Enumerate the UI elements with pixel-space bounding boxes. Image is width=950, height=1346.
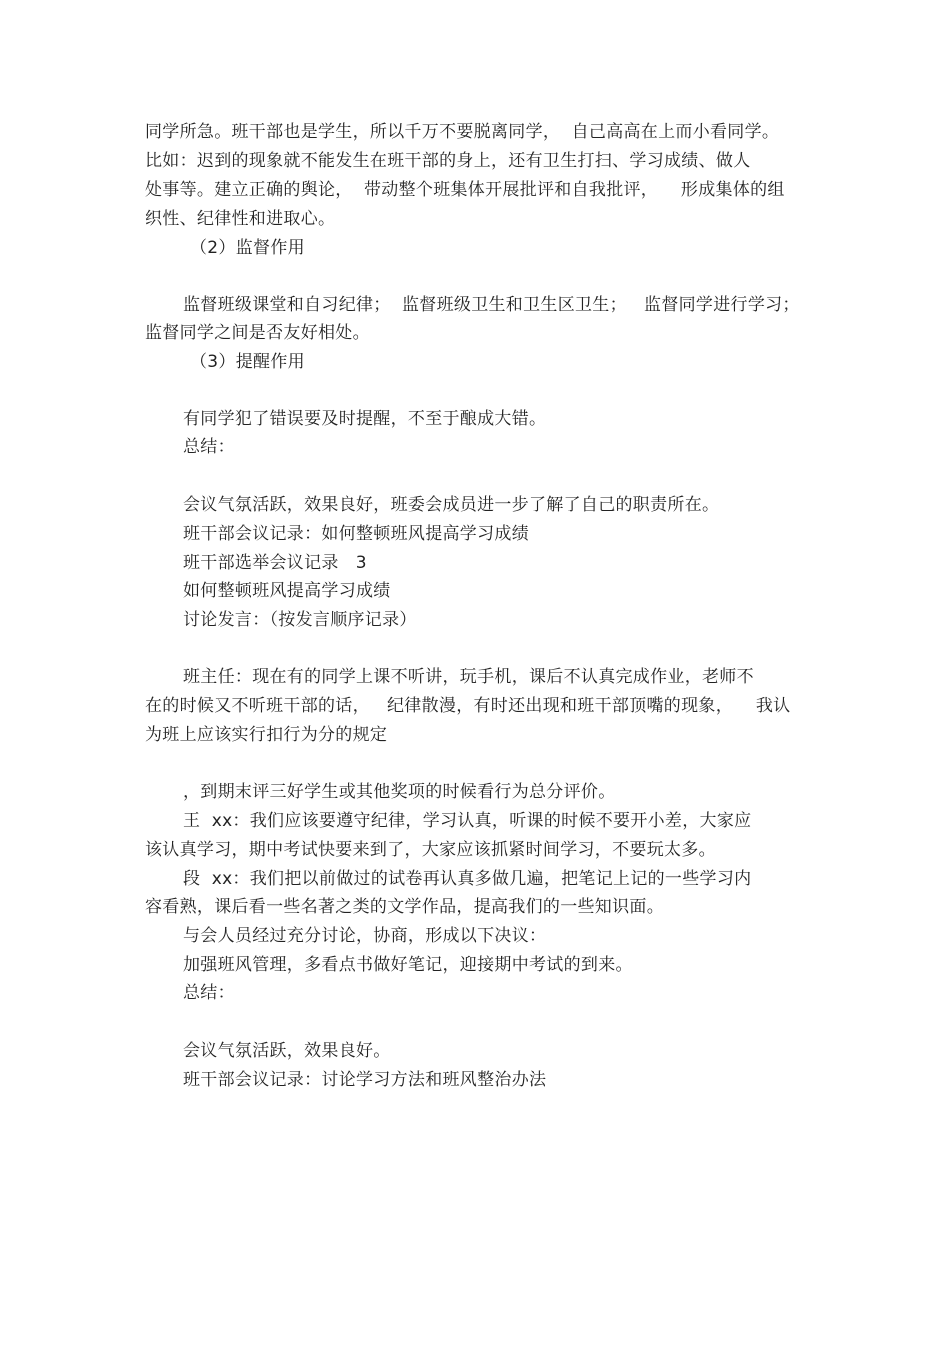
text-line: 班干部选举会议记录 3 <box>183 553 367 573</box>
text-line: ，到期末评三好学生或其他奖项的时候看行为总分评价。 <box>183 782 616 802</box>
text-line: 会议气氛活跃，效果良好，班委会成员进一步了解了自己的职责所在。 <box>183 495 720 515</box>
text-line: 会议气氛活跃，效果良好。 <box>183 1041 391 1061</box>
text-line: 王 xx：我们应该要遵守纪律，学习认真，听课的时候不要开小差，大家应 <box>183 811 752 831</box>
text-line: 班干部会议记录：讨论学习方法和班风整治办法 <box>183 1070 547 1090</box>
text-line: 同学所急。班干部也是学生，所以千万不要脱离同学， 自己高高在上而小看同学。 <box>145 122 780 142</box>
section-heading: （3）提醒作用 <box>190 352 305 372</box>
text-line: 容看熟，课后看一些名著之类的文学作品，提高我们的一些知识面。 <box>145 897 664 917</box>
text-line: 比如：迟到的现象就不能发生在班干部的身上，还有卫生打扫、学习成绩、做人 <box>145 151 751 171</box>
text-line: 加强班风管理，多看点书做好笔记，迎接期中考试的到来。 <box>183 955 633 975</box>
text-line: 织性、纪律性和进取心。 <box>145 209 336 229</box>
text-line: 段 xx：我们把以前做过的试卷再认真多做几遍，把笔记上记的一些学习内 <box>183 869 752 889</box>
text-line: 有同学犯了错误要及时提醒，不至于酿成大错。 <box>183 409 547 429</box>
text-line: 监督班级课堂和自习纪律； 监督班级卫生和卫生区卫生； 监督同学进行学习； <box>183 295 800 315</box>
text-line: 班干部会议记录：如何整顿班风提高学习成绩 <box>183 524 529 544</box>
text-line: 总结： <box>183 437 235 457</box>
section-heading: （2）监督作用 <box>190 238 305 258</box>
text-line: 在的时候又不听班干部的话， 纪律散漫，有时还出现和班干部顶嘴的现象， 我认 <box>145 696 791 716</box>
text-line: 讨论发言：（按发言顺序记录） <box>183 610 417 630</box>
text-line: 为班上应该实行扣行为分的规定 <box>145 725 388 745</box>
text-line: 处事等。建立正确的舆论， 带动整个班集体开展批评和自我批评， 形成集体的组 <box>145 180 785 200</box>
text-line: 监督同学之间是否友好相处。 <box>145 323 370 343</box>
text-line: 总结： <box>183 983 235 1003</box>
text-line: 如何整顿班风提高学习成绩 <box>183 581 391 601</box>
text-line: 班主任：现在有的同学上课不听讲，玩手机，课后不认真完成作业，老师不 <box>183 667 754 687</box>
text-line: 该认真学习，期中考试快要来到了，大家应该抓紧时间学习，不要玩太多。 <box>145 840 716 860</box>
text-line: 与会人员经过充分讨论，协商，形成以下决议： <box>183 926 547 946</box>
